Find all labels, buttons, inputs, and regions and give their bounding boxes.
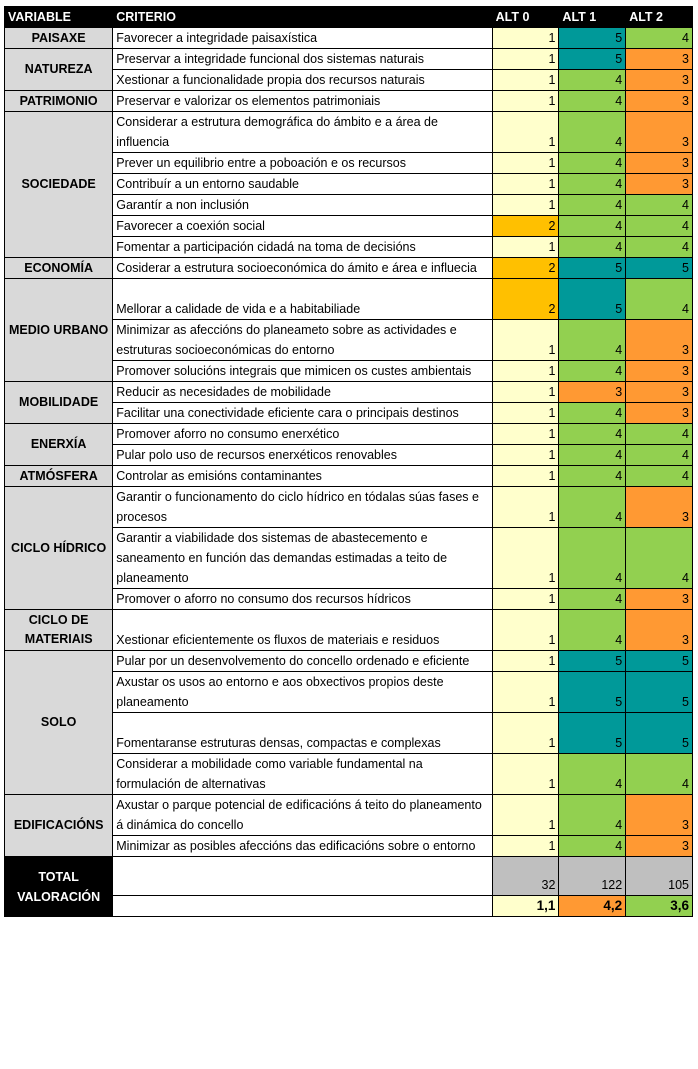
criterio-cell: Xestionar eficientemente os fluxos de materiais e residuos bbox=[113, 610, 492, 651]
alt1-value-cell: 4 bbox=[559, 174, 626, 195]
alt1-value-cell: 5 bbox=[559, 672, 626, 713]
table-row bbox=[5, 487, 693, 528]
variable-cell: EDIFICACIÓNS bbox=[5, 795, 113, 857]
alt2-value-cell: 4 bbox=[626, 28, 693, 49]
total-section bbox=[5, 857, 693, 917]
table-body bbox=[5, 28, 693, 857]
table-row bbox=[5, 91, 693, 112]
alt2-value-cell: 3 bbox=[626, 174, 693, 195]
alt2-value-cell: 3 bbox=[626, 49, 693, 70]
criterio-cell: Promover solucións integrais que mimicen os custes ambientais bbox=[113, 361, 492, 382]
alt2-value-cell: 3 bbox=[626, 320, 693, 361]
alt2-value-cell: 5 bbox=[626, 672, 693, 713]
variable-cell: CICLO DE MATERIAIS bbox=[5, 610, 113, 651]
table-row bbox=[5, 49, 693, 70]
criterio-cell: Reducir as necesidades de mobilidade bbox=[113, 382, 492, 403]
total-label: TOTAL VALORACIÓN bbox=[5, 857, 113, 917]
alt0-value-cell: 1 bbox=[492, 836, 559, 857]
variable-cell: ECONOMÍA bbox=[5, 258, 113, 279]
table-row bbox=[5, 112, 693, 153]
header-variable: VARIABLE bbox=[5, 7, 113, 28]
alt0-value-cell: 1 bbox=[492, 112, 559, 153]
alt2-value-cell: 3 bbox=[626, 836, 693, 857]
criterio-cell: Axustar o parque potencial de edificacións á teito do planeamento á dinámica do concello bbox=[113, 795, 492, 836]
alt0-value-cell: 1 bbox=[492, 672, 559, 713]
alt1-value-cell: 4 bbox=[559, 795, 626, 836]
header-criterio: CRITERIO bbox=[113, 7, 492, 28]
alt1-value-cell: 5 bbox=[559, 651, 626, 672]
alt2-value-cell: 5 bbox=[626, 713, 693, 754]
variable-cell: ATMÓSFERA bbox=[5, 466, 113, 487]
alt0-value-cell: 1 bbox=[492, 713, 559, 754]
table-row bbox=[5, 382, 693, 403]
alt1-value-cell: 4 bbox=[559, 445, 626, 466]
alt1-value-cell: 4 bbox=[559, 466, 626, 487]
alt2-value-cell: 5 bbox=[626, 651, 693, 672]
table-row bbox=[5, 795, 693, 836]
alt0-value-cell: 1 bbox=[492, 487, 559, 528]
alt0-value-cell: 1 bbox=[492, 610, 559, 651]
alt2-value-cell: 5 bbox=[626, 258, 693, 279]
alt0-value-cell: 1 bbox=[492, 528, 559, 589]
alt0-value-cell: 1 bbox=[492, 382, 559, 403]
criterio-cell: Considerar a mobilidade como variable fundamental na formulación de alternativas bbox=[113, 754, 492, 795]
header-alt1: ALT 1 bbox=[559, 7, 626, 28]
alt2-value-cell: 3 bbox=[626, 589, 693, 610]
total-sum-alt1: 122 bbox=[559, 857, 626, 896]
criterio-cell: Preservar e valorizar os elementos patrimoniais bbox=[113, 91, 492, 112]
alt1-value-cell: 4 bbox=[559, 487, 626, 528]
table-row bbox=[5, 258, 693, 279]
criterio-cell: Pular por un desenvolvemento do concello ordenado e eficiente bbox=[113, 651, 492, 672]
criterio-cell: Prever un equilibrio entre a poboación e os recursos bbox=[113, 153, 492, 174]
variable-cell: MEDIO URBANO bbox=[5, 279, 113, 382]
alt2-value-cell: 4 bbox=[626, 424, 693, 445]
alt2-value-cell: 3 bbox=[626, 70, 693, 91]
total-sum-alt2: 105 bbox=[626, 857, 693, 896]
table-row bbox=[5, 424, 693, 445]
alt1-value-cell: 4 bbox=[559, 216, 626, 237]
alt2-value-cell: 3 bbox=[626, 487, 693, 528]
alt2-value-cell: 3 bbox=[626, 112, 693, 153]
alt1-value-cell: 5 bbox=[559, 49, 626, 70]
alt2-value-cell: 4 bbox=[626, 279, 693, 320]
alt0-value-cell: 1 bbox=[492, 424, 559, 445]
header-row bbox=[5, 7, 693, 28]
total-blank-cell bbox=[113, 857, 492, 896]
header-alt2: ALT 2 bbox=[626, 7, 693, 28]
criterio-cell: Garantir a viabilidade dos sistemas de abastecemento e saneamento en función das demandas estimadas a teito de planeamento bbox=[113, 528, 492, 589]
total-average-alt2: 3,6 bbox=[626, 896, 693, 917]
alt2-value-cell: 4 bbox=[626, 237, 693, 258]
alt0-value-cell: 1 bbox=[492, 28, 559, 49]
alt0-value-cell: 1 bbox=[492, 195, 559, 216]
alt1-value-cell: 4 bbox=[559, 70, 626, 91]
alt1-value-cell: 5 bbox=[559, 28, 626, 49]
variable-cell: SOLO bbox=[5, 651, 113, 795]
alt2-value-cell: 4 bbox=[626, 195, 693, 216]
alt0-value-cell: 2 bbox=[492, 258, 559, 279]
alt1-value-cell: 4 bbox=[559, 112, 626, 153]
criterio-cell: Favorecer a integridade paisaxística bbox=[113, 28, 492, 49]
alt1-value-cell: 5 bbox=[559, 258, 626, 279]
total-average-blank-cell bbox=[113, 896, 492, 917]
total-sum-alt0: 32 bbox=[492, 857, 559, 896]
alt0-value-cell: 1 bbox=[492, 754, 559, 795]
table-row bbox=[5, 610, 693, 651]
alt0-value-cell: 1 bbox=[492, 795, 559, 836]
criterio-cell: Garantir o funcionamento do ciclo hídrico en tódalas súas fases e procesos bbox=[113, 487, 492, 528]
alt1-value-cell: 4 bbox=[559, 91, 626, 112]
alt0-value-cell: 1 bbox=[492, 320, 559, 361]
alt1-value-cell: 4 bbox=[559, 153, 626, 174]
alt2-value-cell: 4 bbox=[626, 466, 693, 487]
alt0-value-cell: 1 bbox=[492, 237, 559, 258]
criterio-cell: Pular polo uso de recursos enerxéticos renovables bbox=[113, 445, 492, 466]
alt2-value-cell: 4 bbox=[626, 754, 693, 795]
header-alt0: ALT 0 bbox=[492, 7, 559, 28]
criterio-cell: Preservar a integridade funcional dos sistemas naturais bbox=[113, 49, 492, 70]
alt2-value-cell: 3 bbox=[626, 361, 693, 382]
criterio-cell: Promover o aforro no consumo dos recursos hídricos bbox=[113, 589, 492, 610]
criterio-cell: Facilitar una conectividade eficiente cara o principais destinos bbox=[113, 403, 492, 424]
alt0-value-cell: 1 bbox=[492, 651, 559, 672]
alt1-value-cell: 4 bbox=[559, 836, 626, 857]
alt0-value-cell: 1 bbox=[492, 91, 559, 112]
alt0-value-cell: 1 bbox=[492, 174, 559, 195]
variable-cell: PAISAXE bbox=[5, 28, 113, 49]
criterio-cell: Minimizar as posibles afeccións das edificacións sobre o entorno bbox=[113, 836, 492, 857]
criterio-cell: Fomentar a participación cidadá na toma de decisións bbox=[113, 237, 492, 258]
evaluation-table bbox=[4, 6, 693, 917]
alt1-value-cell: 4 bbox=[559, 589, 626, 610]
alt1-value-cell: 4 bbox=[559, 610, 626, 651]
alt1-value-cell: 3 bbox=[559, 382, 626, 403]
table-row bbox=[5, 466, 693, 487]
criterio-cell: Fomentaranse estruturas densas, compactas e complexas bbox=[113, 713, 492, 754]
alt1-value-cell: 5 bbox=[559, 279, 626, 320]
alt0-value-cell: 1 bbox=[492, 70, 559, 91]
alt0-value-cell: 1 bbox=[492, 403, 559, 424]
alt0-value-cell: 1 bbox=[492, 466, 559, 487]
table-row bbox=[5, 28, 693, 49]
variable-cell: SOCIEDADE bbox=[5, 112, 113, 258]
criterio-cell: Cosiderar a estrutura socioeconómica do ámito e área e influecia bbox=[113, 258, 492, 279]
variable-cell: NATUREZA bbox=[5, 49, 113, 91]
alt0-value-cell: 2 bbox=[492, 216, 559, 237]
criterio-cell: Garantír a non inclusión bbox=[113, 195, 492, 216]
alt0-value-cell: 1 bbox=[492, 361, 559, 382]
table-row bbox=[5, 279, 693, 320]
alt1-value-cell: 4 bbox=[559, 361, 626, 382]
alt2-value-cell: 4 bbox=[626, 216, 693, 237]
alt0-value-cell: 1 bbox=[492, 445, 559, 466]
alt1-value-cell: 4 bbox=[559, 424, 626, 445]
alt1-value-cell: 4 bbox=[559, 528, 626, 589]
total-average-alt0: 1,1 bbox=[492, 896, 559, 917]
total-sum-row bbox=[5, 857, 693, 896]
alt2-value-cell: 3 bbox=[626, 403, 693, 424]
criterio-cell: Axustar os usos ao entorno e aos obxectivos propios deste planeamento bbox=[113, 672, 492, 713]
alt1-value-cell: 4 bbox=[559, 195, 626, 216]
variable-cell: ENERXÍA bbox=[5, 424, 113, 466]
alt1-value-cell: 4 bbox=[559, 754, 626, 795]
criterio-cell: Promover aforro no consumo enerxético bbox=[113, 424, 492, 445]
criterio-cell: Xestionar a funcionalidade propia dos recursos naturais bbox=[113, 70, 492, 91]
alt0-value-cell: 1 bbox=[492, 589, 559, 610]
alt1-value-cell: 5 bbox=[559, 713, 626, 754]
alt2-value-cell: 4 bbox=[626, 445, 693, 466]
evaluation-table-container bbox=[4, 6, 693, 917]
alt2-value-cell: 3 bbox=[626, 610, 693, 651]
alt0-value-cell: 2 bbox=[492, 279, 559, 320]
alt2-value-cell: 3 bbox=[626, 795, 693, 836]
alt0-value-cell: 1 bbox=[492, 153, 559, 174]
total-average-alt1: 4,2 bbox=[559, 896, 626, 917]
alt2-value-cell: 3 bbox=[626, 153, 693, 174]
alt2-value-cell: 4 bbox=[626, 528, 693, 589]
alt2-value-cell: 3 bbox=[626, 382, 693, 403]
criterio-cell: Favorecer a coexión social bbox=[113, 216, 492, 237]
criterio-cell: Contribuír a un entorno saudable bbox=[113, 174, 492, 195]
criterio-cell: Considerar a estrutura demográfica do ámbito e a área de influencia bbox=[113, 112, 492, 153]
criterio-cell: Minimizar as afeccións do planeameto sobre as actividades e estruturas socioeconómicas do entorno bbox=[113, 320, 492, 361]
variable-cell: PATRIMONIO bbox=[5, 91, 113, 112]
alt1-value-cell: 4 bbox=[559, 403, 626, 424]
alt1-value-cell: 4 bbox=[559, 320, 626, 361]
alt1-value-cell: 4 bbox=[559, 237, 626, 258]
alt0-value-cell: 1 bbox=[492, 49, 559, 70]
table-row bbox=[5, 651, 693, 672]
criterio-cell: Mellorar a calidade de vida e a habitabiliade bbox=[113, 279, 492, 320]
variable-cell: CICLO HÍDRICO bbox=[5, 487, 113, 610]
alt2-value-cell: 3 bbox=[626, 91, 693, 112]
variable-cell: MOBILIDADE bbox=[5, 382, 113, 424]
criterio-cell: Controlar as emisións contaminantes bbox=[113, 466, 492, 487]
